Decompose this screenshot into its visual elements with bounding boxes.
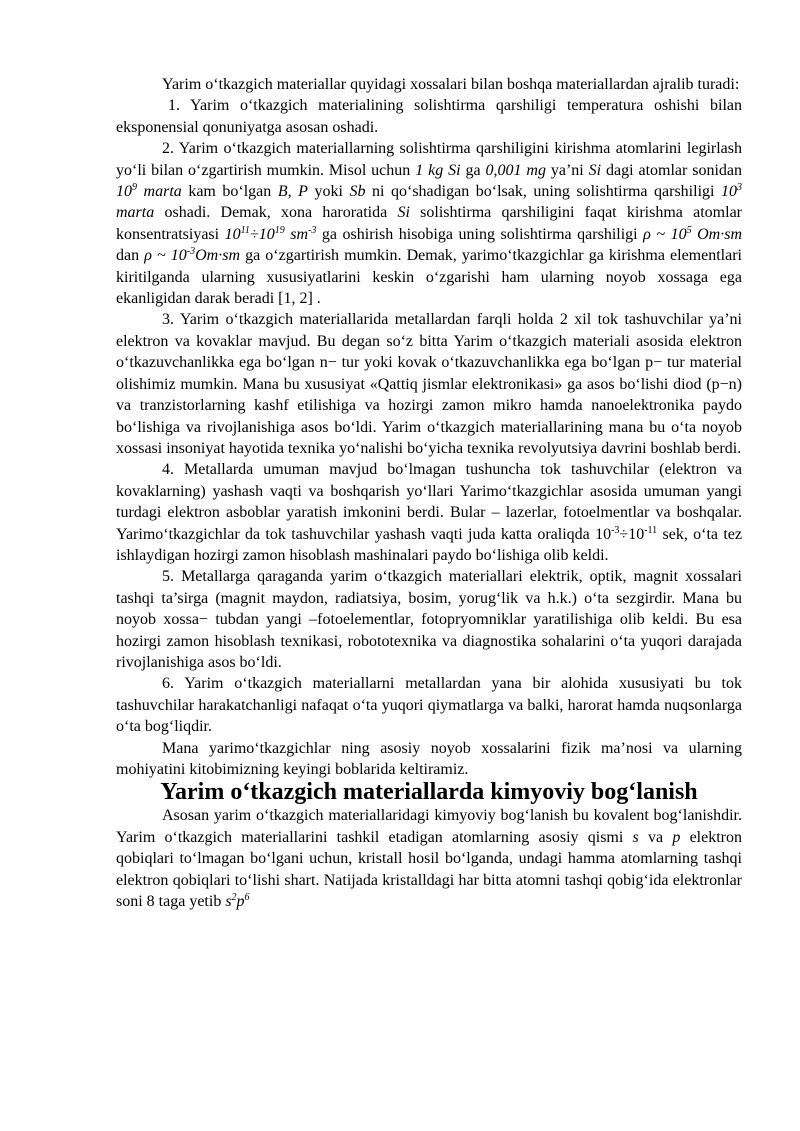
intro-paragraph: Yarim o‘tkazgich materiallar quyidagi xossalari bilan boshqa materiallardan ajralib turadi: [162,76,740,93]
property-1-paragraph: 1. Yarim o‘tkazgich materialining solishtirma qarshiligi temperatura oshishi bilan eksponensial qonuniyatga asosan oshadi. [116,97,742,136]
property-4-paragraph: 4. Metallarda umuman mavjud bo‘lmagan tushuncha tok tashuvchilar (elektron va kovaklarning) yashash vaqti va boshqarish yo‘llari Yarimo‘tkazgichlar asosida umuman yangi turdagi elektron asboblar yaratish imkonini berdi. Bular – lazerlar, fotoelmentlar va boshqalar. Yarimo‘tkazgichlar da tok tashuvchilar yashash vaqti juda katta oraliqda $10^{-3}\div 10^{-11}$ sek, o‘ta tez ishlaydigan hozirgi zamon hisoblash mashinalari paydo bo‘lishiga olib keldi. [116,461,743,564]
property-3-paragraph: 3. Yarim o‘tkazgich materiallarida metallardan farqli holda 2 xil tok tashuvchilar ya’ni elektron va kovaklar mavjud. Bu degan so‘z bitta Yarim o‘tkazgich materiali asosida elektron o‘tkazuvchanlikka ega bo‘lgan n− tur yoki kovak o‘tkazuvchanlikka ega bo‘lgan p− tur material olishimiz mumkin. Mana bu xususiyat «Qattiq jismlar elektronikasi» ga asos bo‘lishi diod (p−n) va tranzistorlarning kashf etilishiga va hozirgi zamon mikro hamda nanoelektronika paydo bo‘lishiga va rivojlanishiga asos bo‘ldi. Yarim o‘tkazgich materiallarining mana bu o‘ta noyob xossasi insoniyat hayotida texnika yo‘nalishi bo‘yicha texnika revolyutsiya davrini boshlab berdi. [116,311,742,457]
chemical-bond-paragraph: Asosan yarim o‘tkazgich materiallaridagi kimyoviy bog‘lanish bu kovalent bog‘lanishdir. Yarim o‘tkazgich materiallarini tashkil etadigan atomlarning asosiy qismi s va p elektron qobiqlari to‘lmagan bo‘lgani uchun, kristall hosil bo‘lganda, undagi hamma atomlarning tashqi elektron qobiqlari to‘lishi shart. Natijada kristalldagi har bitta atomni tashqi qobig‘ida elektronlar soni 8 taga yetib $s^2p^6$ [116,807,742,911]
property-2-paragraph: 2. Yarim o‘tkazgich materiallarning solishtirma qarshiligini kirishma atomlarini legirlash yo‘li bilan o‘zgartirish mumkin. Misol uchun 1 kg Si ga 0,001 mg ya’ni Si dagi atomlar sonidan $10^9$ marta kam bo‘lgan B, P yoki Sb ni qo‘shadigan bo‘lsak, uning solishtirma qarshiligi $10^3$ marta oshadi. Demak, xona haroratida Si solishtirma qarshiligini faqat kirishma atomlar konsentratsiyasi $10^{11}\div 10^{19}$ $sm^{-3}$ ga oshirish hisobiga uning solishtirma qarshiligi ρ ~ $10^5$ Om·sm dan ρ ~ $10^{-3}Om\cdot sm$ ga o‘zgartirish mumkin. Demak, yarimo‘tkazgichlar ga kirishma elementlari kiritilganda ularning xususiyatlarini keskin o‘zgarishi ham ularning noyob xossaga ega ekanligidan darak beradi [1, 2] . [116,140,743,308]
summary-paragraph: Mana yarimo‘tkazgichlar ning asosiy noyob xossalarini fizik ma’nosi va ularning mohiyatini kitobimizning keyingi boblarida keltiramiz. [116,739,742,778]
property-5-paragraph: 5. Metallarga qaraganda yarim o‘tkazgich materiallari elektrik, optik, magnit xossalari tashqi ta’sirga (magnit maydon, radiatsiya, bosim, yorug‘lik va h.k.) o‘ta sezgirdir. Mana bu noyob xossa− tubdan yangi –fotoelementlar, fotopryomniklar yaratilishiga olib keldi. Bu esa hozirgi zamon hisoblash texnikasi, robototexnika va diagnostika sohalarini o‘ta yuqori darajada rivojlanishiga asos bo‘ldi. [116,568,742,671]
section-heading: Yarim o‘tkazgich materiallarda kimyoviy bog‘lanish [160,779,698,806]
property-6-paragraph: 6. Yarim o‘tkazgich materiallarni metallardan yana bir alohida xususiyati bu tok tashuvchilar harakatchanligi nafaqat o‘ta yuqori qiymatlarga va balki, harorat hamda nuqsonlarga o‘ta bog‘liqdir. [116,675,742,736]
